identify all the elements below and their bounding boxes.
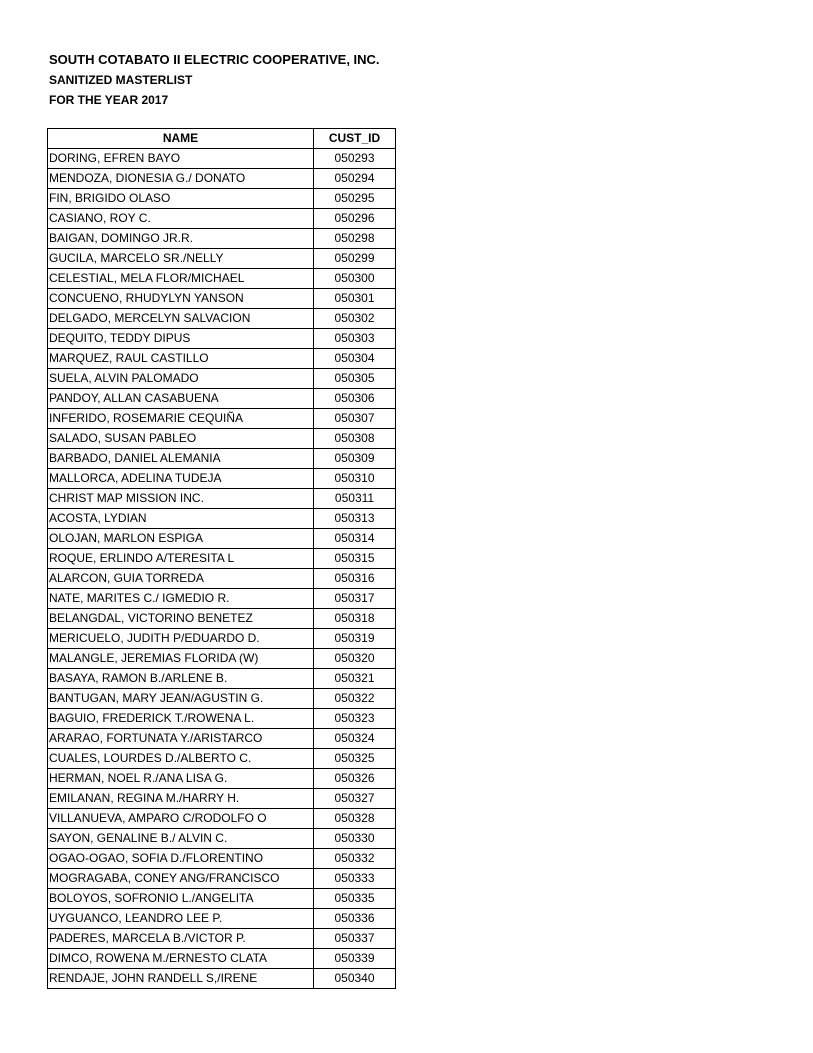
cell-cust-id: 050337: [314, 929, 396, 949]
cell-name: OGAO-OGAO, SOFIA D./FLORENTINO: [48, 849, 314, 869]
cell-name: MOGRAGABA, CONEY ANG/FRANCISCO: [48, 869, 314, 889]
table-header-row: [48, 129, 396, 149]
cell-cust-id: 050314: [314, 529, 396, 549]
cell-cust-id: 050311: [314, 489, 396, 509]
cell-name: DORING, EFREN BAYO: [48, 149, 314, 169]
masterlist-table: [47, 128, 396, 989]
table-row: [48, 809, 396, 829]
cell-name: BELANGDAL, VICTORINO BENETEZ: [48, 609, 314, 629]
table-row: [48, 609, 396, 629]
cell-name: INFERIDO, ROSEMARIE CEQUIÑA: [48, 409, 314, 429]
cell-cust-id: 050327: [314, 789, 396, 809]
cell-cust-id: 050320: [314, 649, 396, 669]
cell-cust-id: 050308: [314, 429, 396, 449]
cell-name: NATE, MARITES C./ IGMEDIO R.: [48, 589, 314, 609]
cell-name: CASIANO, ROY C.: [48, 209, 314, 229]
cell-name: ACOSTA, LYDIAN: [48, 509, 314, 529]
cell-cust-id: 050303: [314, 329, 396, 349]
cell-cust-id: 050294: [314, 169, 396, 189]
cell-name: DIMCO, ROWENA M./ERNESTO CLATA: [48, 949, 314, 969]
cell-name: ALARCON, GUIA TORREDA: [48, 569, 314, 589]
table-row: [48, 489, 396, 509]
cell-cust-id: 050336: [314, 909, 396, 929]
cell-name: BASAYA, RAMON B./ARLENE B.: [48, 669, 314, 689]
cell-name: SALADO, SUSAN PABLEO: [48, 429, 314, 449]
table-row: [48, 409, 396, 429]
cell-name: BAIGAN, DOMINGO JR.R.: [48, 229, 314, 249]
table-row: [48, 329, 396, 349]
cell-name: BOLOYOS, SOFRONIO L./ANGELITA: [48, 889, 314, 909]
column-header-name: NAME: [48, 129, 314, 149]
table-row: [48, 289, 396, 309]
cell-cust-id: 050340: [314, 969, 396, 989]
column-header-cust-id: CUST_ID: [314, 129, 396, 149]
cell-name: MALLORCA, ADELINA TUDEJA: [48, 469, 314, 489]
table-row: [48, 749, 396, 769]
cell-name: UYGUANCO, LEANDRO LEE P.: [48, 909, 314, 929]
document-year: FOR THE YEAR 2017: [49, 93, 169, 107]
cell-name: PANDOY, ALLAN CASABUENA: [48, 389, 314, 409]
cell-name: HERMAN, NOEL R./ANA LISA G.: [48, 769, 314, 789]
cell-cust-id: 050324: [314, 729, 396, 749]
cell-cust-id: 050322: [314, 689, 396, 709]
cell-cust-id: 050321: [314, 669, 396, 689]
cell-cust-id: 050330: [314, 829, 396, 849]
cell-cust-id: 050326: [314, 769, 396, 789]
table-row: [48, 549, 396, 569]
table-row: [48, 669, 396, 689]
table-row: [48, 369, 396, 389]
cell-cust-id: 050316: [314, 569, 396, 589]
table-row: [48, 689, 396, 709]
table-body: [48, 149, 396, 989]
cell-cust-id: 050296: [314, 209, 396, 229]
cell-cust-id: 050306: [314, 389, 396, 409]
table-row: [48, 649, 396, 669]
cell-name: BAGUIO, FREDERICK T./ROWENA L.: [48, 709, 314, 729]
table-row: [48, 249, 396, 269]
table-row: [48, 349, 396, 369]
cell-cust-id: 050339: [314, 949, 396, 969]
cell-cust-id: 050305: [314, 369, 396, 389]
cell-cust-id: 050310: [314, 469, 396, 489]
cell-cust-id: 050293: [314, 149, 396, 169]
document-subtitle: SANITIZED MASTERLIST: [49, 73, 193, 87]
table-row: [48, 889, 396, 909]
cell-cust-id: 050304: [314, 349, 396, 369]
cell-name: ROQUE, ERLINDO A/TERESITA L: [48, 549, 314, 569]
table-row: [48, 309, 396, 329]
cell-cust-id: 050318: [314, 609, 396, 629]
cell-name: SAYON, GENALINE B./ ALVIN C.: [48, 829, 314, 849]
table-row: [48, 509, 396, 529]
cell-name: MENDOZA, DIONESIA G./ DONATO: [48, 169, 314, 189]
cell-cust-id: 050325: [314, 749, 396, 769]
table-row: [48, 629, 396, 649]
table-row: [48, 869, 396, 889]
table-row: [48, 789, 396, 809]
table-row: [48, 149, 396, 169]
table-row: [48, 229, 396, 249]
cell-cust-id: 050295: [314, 189, 396, 209]
table-row: [48, 569, 396, 589]
cell-name: ARARAO, FORTUNATA Y./ARISTARCO: [48, 729, 314, 749]
cell-name: PADERES, MARCELA B./VICTOR P.: [48, 929, 314, 949]
table-row: [48, 389, 396, 409]
table-row: [48, 529, 396, 549]
cell-name: MERICUELO, JUDITH P/EDUARDO D.: [48, 629, 314, 649]
cell-cust-id: 050300: [314, 269, 396, 289]
cell-cust-id: 050301: [314, 289, 396, 309]
cell-name: MALANGLE, JEREMIAS FLORIDA (W): [48, 649, 314, 669]
cell-cust-id: 050328: [314, 809, 396, 829]
table-row: [48, 169, 396, 189]
table-row: [48, 589, 396, 609]
cell-cust-id: 050309: [314, 449, 396, 469]
cell-name: RENDAJE, JOHN RANDELL S,/IRENE: [48, 969, 314, 989]
cell-cust-id: 050302: [314, 309, 396, 329]
cell-cust-id: 050317: [314, 589, 396, 609]
cell-name: FIN, BRIGIDO OLASO: [48, 189, 314, 209]
table-row: [48, 449, 396, 469]
cell-cust-id: 050333: [314, 869, 396, 889]
table-row: [48, 949, 396, 969]
cell-name: SUELA, ALVIN PALOMADO: [48, 369, 314, 389]
cell-name: EMILANAN, REGINA M./HARRY H.: [48, 789, 314, 809]
cell-name: MARQUEZ, RAUL CASTILLO: [48, 349, 314, 369]
cell-name: CELESTIAL, MELA FLOR/MICHAEL: [48, 269, 314, 289]
table-row: [48, 209, 396, 229]
table-row: [48, 969, 396, 989]
cell-cust-id: 050332: [314, 849, 396, 869]
cell-name: VILLANUEVA, AMPARO C/RODOLFO O: [48, 809, 314, 829]
table-row: [48, 849, 396, 869]
table-row: [48, 929, 396, 949]
cell-name: DEQUITO, TEDDY DIPUS: [48, 329, 314, 349]
cell-name: CONCUENO, RHUDYLYN YANSON: [48, 289, 314, 309]
cell-name: BARBADO, DANIEL ALEMANIA: [48, 449, 314, 469]
cell-cust-id: 050335: [314, 889, 396, 909]
table-row: [48, 469, 396, 489]
table-row: [48, 769, 396, 789]
table-row: [48, 729, 396, 749]
table-row: [48, 909, 396, 929]
table-row: [48, 269, 396, 289]
table-row: [48, 429, 396, 449]
document-header: [49, 50, 380, 110]
cell-cust-id: 050315: [314, 549, 396, 569]
table-row: [48, 709, 396, 729]
table-row: [48, 829, 396, 849]
cell-name: DELGADO, MERCELYN SALVACION: [48, 309, 314, 329]
cell-cust-id: 050307: [314, 409, 396, 429]
cell-cust-id: 050298: [314, 229, 396, 249]
cell-name: OLOJAN, MARLON ESPIGA: [48, 529, 314, 549]
cell-cust-id: 050323: [314, 709, 396, 729]
cell-name: GUCILA, MARCELO SR./NELLY: [48, 249, 314, 269]
table-row: [48, 189, 396, 209]
cell-cust-id: 050313: [314, 509, 396, 529]
cell-cust-id: 050319: [314, 629, 396, 649]
cell-cust-id: 050299: [314, 249, 396, 269]
cell-name: BANTUGAN, MARY JEAN/AGUSTIN G.: [48, 689, 314, 709]
document-title: SOUTH COTABATO II ELECTRIC COOPERATIVE, INC.: [49, 52, 380, 67]
cell-name: CHRIST MAP MISSION INC.: [48, 489, 314, 509]
cell-name: CUALES, LOURDES D./ALBERTO C.: [48, 749, 314, 769]
